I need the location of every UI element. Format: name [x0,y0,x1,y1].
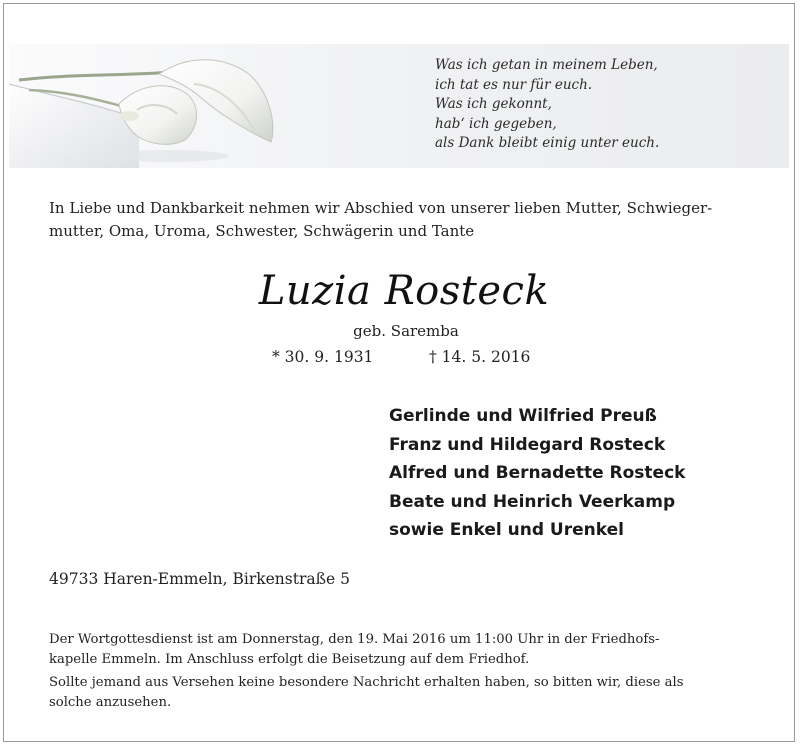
service-paragraph [49,630,757,670]
mourner-entry: Gerlinde und Wilfried Preuß [389,406,657,426]
notification-line: solche anzusehen. [49,695,172,710]
service-info [49,630,757,713]
intro-line: mutter, Oma, Uroma, Schwester, Schwägerin und Tante [49,222,475,240]
poem-line: hab‘ ich gegeben, [435,115,557,132]
mourner-entry: Beate und Heinrich Veerkamp [389,491,676,512]
poem [435,56,659,154]
intro-text [49,197,759,243]
poem-line: ich tat es nur für euch. [435,76,593,93]
service-line: Der Wortgottesdienst ist am Donnerstag, den 19. Mai 2016 um 11:00 Uhr in der Friedhofs- [49,632,660,647]
notification-paragraph [49,673,757,713]
calla-lily-image [9,44,309,168]
deceased-name: Luzia Rosteck [258,268,550,314]
notification-line: Sollte jemand aus Versehen keine besondere Nachricht erhalten haben, so bitten wir, diese als [49,675,684,690]
death-date: † 14. 5. 2016 [429,348,531,366]
intro-line: In Liebe und Dankbarkeit nehmen wir Abschied von unserer lieben Mutter, Schwieger- [49,199,713,217]
poem-line: Was ich gekonnt, [435,96,552,113]
mourner-entry: Franz und Hildegard Rosteck [389,434,666,455]
maiden-name: geb. Saremba [353,322,459,340]
service-line: kapelle Emmeln. Im Anschluss erfolgt die Beisetzung auf dem Friedhof. [49,652,530,667]
poem-line: Was ich getan in meinem Leben, [435,57,658,73]
address: 49733 Haren-Emmeln, Birkenstraße 5 [49,570,350,588]
birth-date: * 30. 9. 1931 [272,348,374,366]
poem-line: als Dank bleibt einig unter euch. [435,135,660,152]
header-banner [9,44,789,168]
mourners-list [389,402,685,545]
mourner-entry: Alfred und Bernadette Rosteck [389,463,686,484]
mourner-entry: sowie Enkel und Urenkel [389,520,624,541]
obituary-notice [3,3,795,742]
